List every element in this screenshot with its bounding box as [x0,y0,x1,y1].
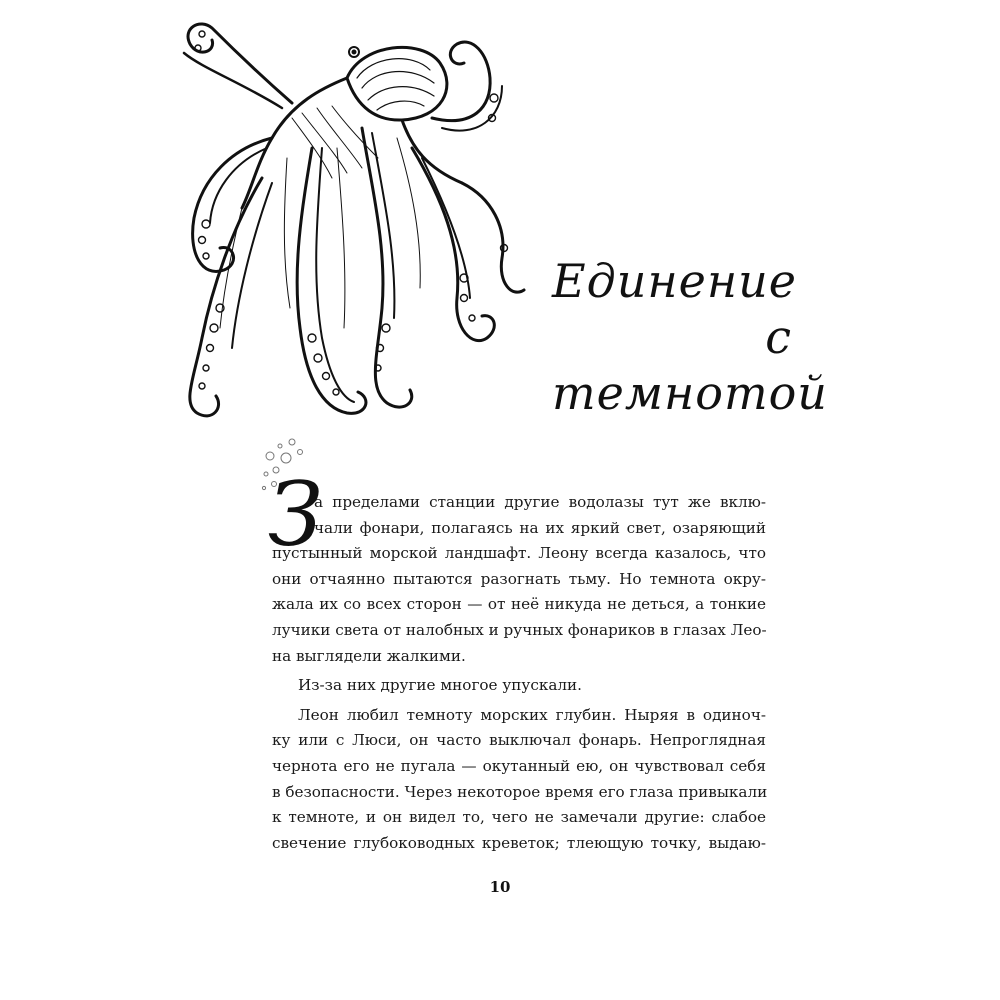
tentacle [362,128,412,407]
text-line: Из-за них другие многое упускали. [298,676,583,695]
text-line: Леон любил темноту морских глубин. Ныряя в одиноч- [298,705,766,724]
chapter-title [552,253,828,421]
body-text [272,490,766,856]
text-line: ку или с Люси, он часто выключал фонарь. Непроглядная [272,731,766,750]
tentacle [432,42,490,121]
text-line: чернота его не пугала — окутанный ею, он чувствовал себя [272,756,766,775]
page-number: 10 [489,878,511,896]
chapter-title-line2: с темнотой [552,309,828,420]
text-line: пустынный морской ландшафт. Леону всегда казалось, что [272,544,766,563]
paragraph [272,673,766,699]
tentacle [190,178,262,416]
text-line: а пределами станции другие водолазы тут же вклю- [314,493,766,511]
text-line: жала их со всех сторон — от неё никуда не деться, а тонкие [272,595,766,614]
tentacle [462,183,524,292]
text-line: лучики света от налобных и ручных фонариков в глазах Лео- [272,620,767,639]
text-line: чали фонари, полагаясь на их яркий свет, озаряющий [314,518,766,537]
drop-cap: З [268,463,323,566]
tentacle [412,148,494,341]
text-line: они отчаянно пытаются разогнать тьму. Но темнота окру- [272,569,766,588]
octopus-illustration [172,8,532,438]
paragraph [272,490,766,669]
paragraph [272,703,766,857]
text-line: в безопасности. Через некоторое время его глаза привыкали [272,782,768,801]
chapter-title-line1: Единение [552,253,798,308]
text-line: на выглядели жалкими. [272,646,466,665]
text-line: к темноте, и он видел то, чего не замечали другие: слабое [272,808,766,827]
text-line: свечение глубоководных креветок; тлеющую точку, выдаю- [272,833,766,852]
